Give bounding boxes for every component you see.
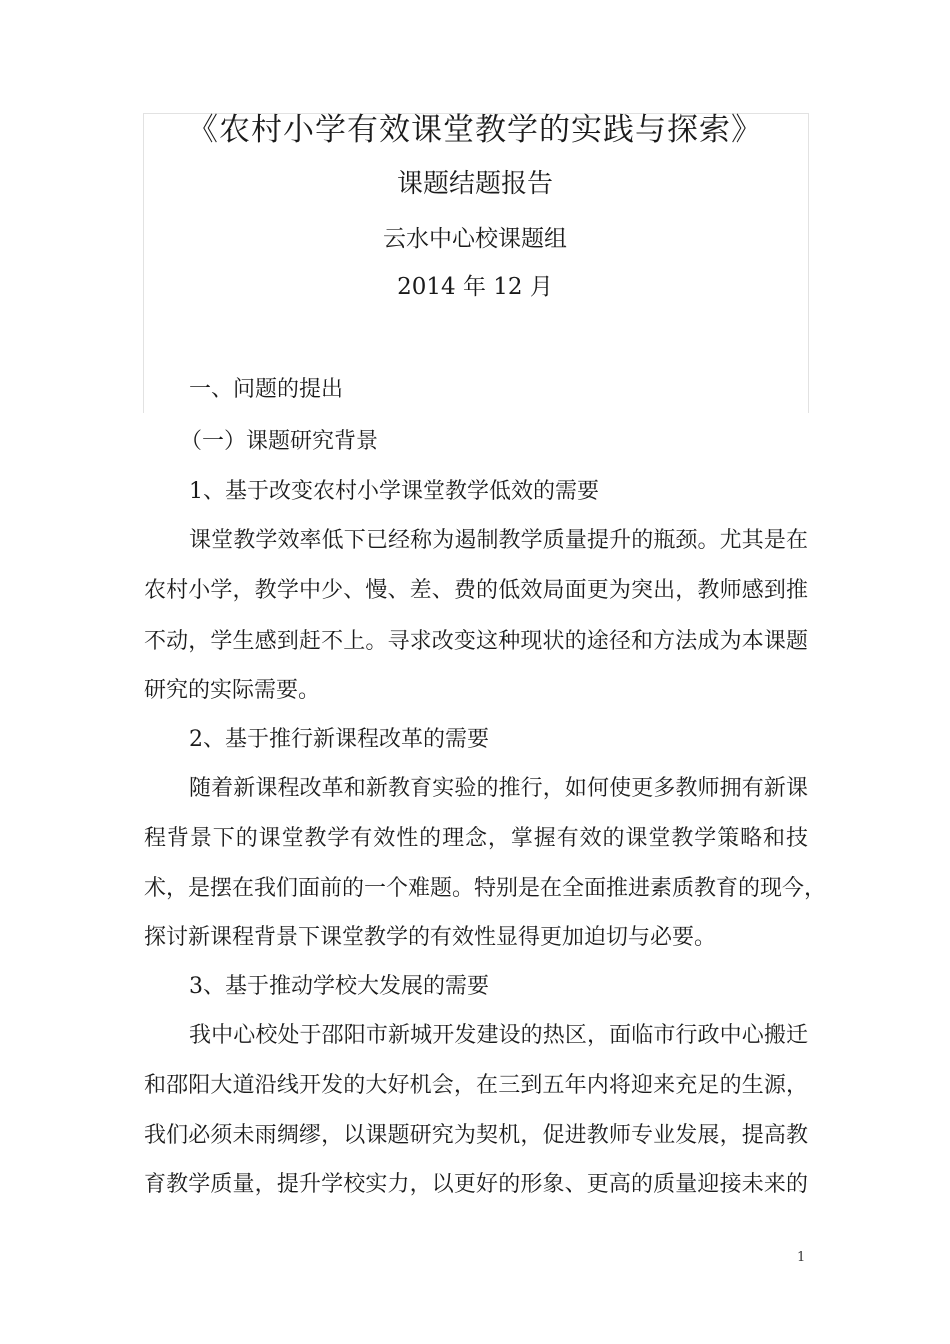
paragraph-line: 我中心校处于邵阳市新城开发建设的热区，面临市行政中心搬迁 xyxy=(189,1023,808,1048)
page-number: 1 xyxy=(797,1250,806,1265)
paragraph-line: 探讨新课程背景下课堂教学的有效性显得更加迫切与必要。 xyxy=(144,925,717,950)
paragraph-line: 不动，学生感到赶不上。寻求改变这种现状的途径和方法成为本课题 xyxy=(144,629,808,654)
paragraph-line: 我们必须未雨绸缪，以课题研究为契机，促进教师专业发展，提高教 xyxy=(144,1123,808,1148)
document-title: 《农村小学有效课堂教学的实践与探索》 xyxy=(187,112,763,148)
subsection-heading-background: （一）课题研究背景 xyxy=(180,429,379,454)
paragraph-line: 术，是摆在我们面前的一个难题。特别是在全面推进素质教育的现今， xyxy=(144,876,827,901)
point-heading-2: 2、基于推行新课程改革的需要 xyxy=(189,727,489,752)
report-date: 2014 年 12 月 xyxy=(397,274,553,300)
paragraph-line: 程背景下的课堂教学有效性的理念，掌握有效的课堂教学策略和技 xyxy=(144,826,808,851)
report-subtitle: 课题结题报告 xyxy=(396,169,553,199)
point-heading-1: 1、基于改变农村小学课堂教学低效的需要 xyxy=(189,479,599,504)
paragraph-line: 农村小学，教学中少、慢、差、费的低效局面更为突出，教师感到推 xyxy=(144,578,808,603)
title-frame xyxy=(143,113,809,413)
paragraph-line: 随着新课程改革和新教育实验的推行，如何使更多教师拥有新课 xyxy=(189,776,808,801)
paragraph-line: 研究的实际需要。 xyxy=(144,678,321,703)
section-heading-problem: 一、问题的提出 xyxy=(189,377,344,402)
paragraph-line: 和邵阳大道沿线开发的大好机会，在三到五年内将迎来充足的生源， xyxy=(144,1073,808,1098)
point-heading-3: 3、基于推动学校大发展的需要 xyxy=(189,974,489,999)
paragraph-line: 育教学质量，提升学校实力，以更好的形象、更高的质量迎接未来的 xyxy=(144,1172,808,1197)
paragraph-line: 课堂教学效率低下已经称为遏制教学质量提升的瓶颈。尤其是在 xyxy=(189,528,808,553)
organization: 云水中心校课题组 xyxy=(383,226,567,252)
